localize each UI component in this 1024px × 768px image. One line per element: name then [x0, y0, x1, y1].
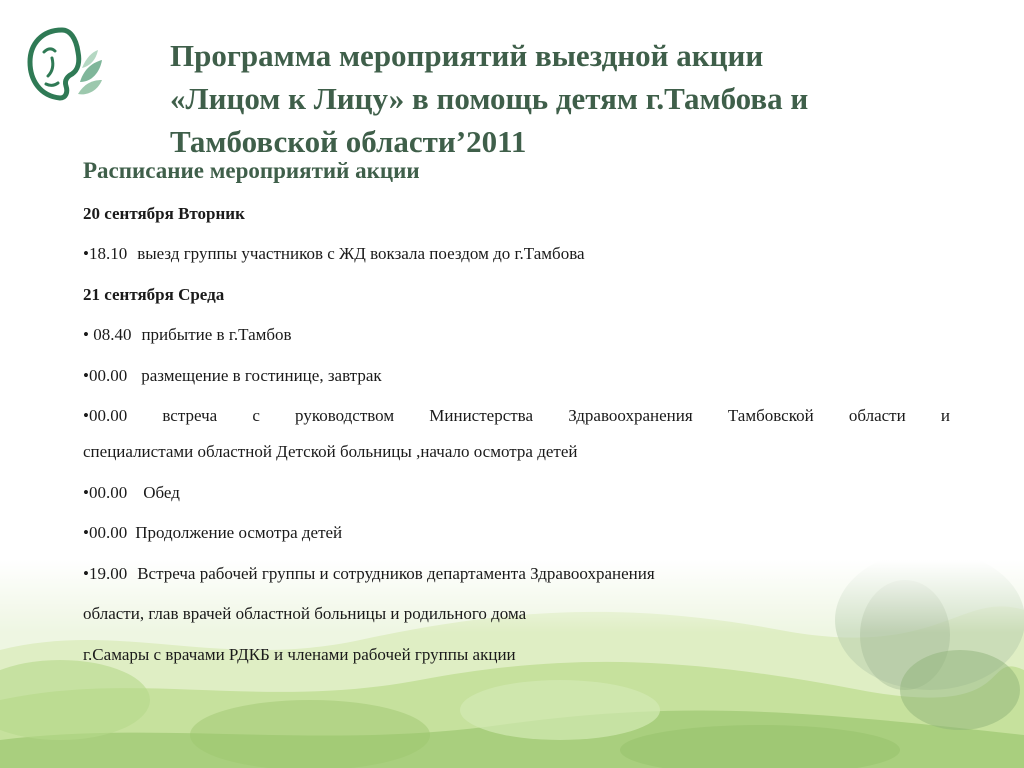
schedule-item-continuation: области, глав врачей областной больницы и родильного дома [83, 604, 527, 623]
schedule-item-continuation: специалистами областной Детской больницы ,начало осмотра детей [83, 442, 578, 461]
item-text: Продолжение осмотра детей [135, 523, 343, 542]
schedule-item [83, 325, 292, 345]
schedule-item-continuation: г.Самары с врачами РДКБ и членами рабочей группы акции [83, 645, 516, 664]
item-word: руководством [295, 406, 395, 425]
item-time: •19.00 [83, 564, 128, 583]
title-line-1: Программа мероприятий выездной акции [170, 38, 764, 73]
item-word: •00.00 [83, 406, 128, 425]
day-heading-sep-20: 20 сентября Вторник [83, 204, 245, 223]
schedule-item-justified [83, 406, 950, 426]
schedule-item [83, 483, 180, 503]
item-time: •00.00 [83, 366, 128, 385]
item-time: • 08.40 [83, 325, 132, 344]
item-word: Тамбовской [727, 406, 814, 425]
day-heading-sep-21: 21 сентября Среда [83, 285, 225, 304]
title-line-2: «Лицом к Лицу» в помощь детям г.Тамбова и [170, 81, 809, 116]
schedule-item [83, 564, 655, 584]
slide-title [170, 34, 990, 163]
item-text: выезд группы участников с ЖД вокзала поездом до г.Тамбова [137, 244, 585, 263]
item-word: Здравоохранения [568, 406, 693, 425]
item-text: прибытие в г.Тамбов [141, 325, 292, 344]
item-time: •18.10 [83, 244, 128, 263]
schedule-item [83, 244, 585, 264]
schedule-item [83, 366, 382, 386]
item-word: с [252, 406, 260, 425]
item-text: Обед [143, 483, 180, 502]
title-line-3: Тамбовской области’2011 [170, 124, 527, 159]
item-time: •00.00 [83, 523, 128, 542]
item-time: •00.00 [83, 483, 128, 502]
item-word: Министерства [429, 406, 534, 425]
item-word: области [848, 406, 906, 425]
item-word: встреча [162, 406, 218, 425]
schedule-subtitle: Расписание мероприятий акции [83, 158, 420, 183]
schedule-item [83, 523, 342, 543]
face-leaf-logo [22, 22, 106, 106]
item-word: и [940, 406, 950, 425]
item-text: Встреча рабочей группы и сотрудников департамента Здравоохранения [137, 564, 655, 583]
item-text: размещение в гостинице, завтрак [141, 366, 382, 385]
